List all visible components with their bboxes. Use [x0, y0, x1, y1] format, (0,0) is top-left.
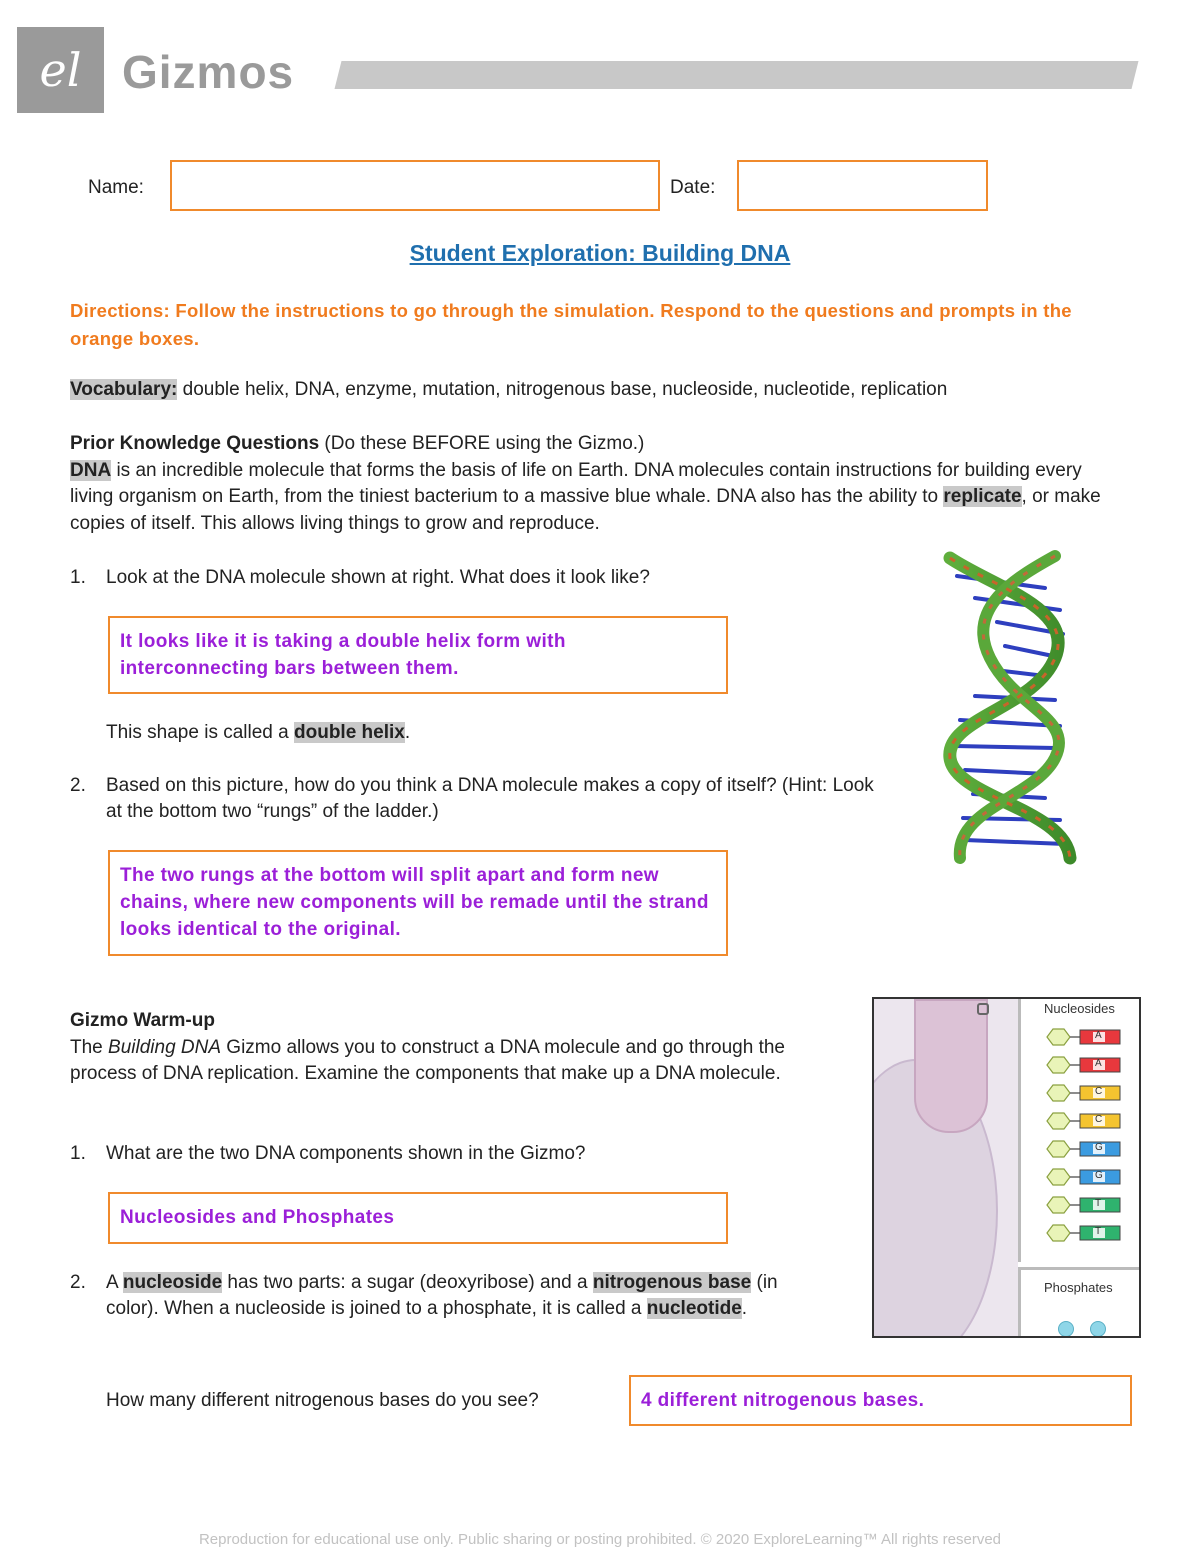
- question-text: Based on this picture, how do you think a DNA molecule makes a copy of itself? (Hint: Look at the bottom two “rungs” of the ladder.): [106, 775, 874, 822]
- nucleoside-item[interactable]: [1044, 1083, 1124, 1103]
- bases-question: How many different nitrogenous bases do you see?: [106, 1390, 539, 1411]
- nucleoside-item[interactable]: [1044, 1223, 1124, 1243]
- answer-box-2[interactable]: The two rungs at the bottom will split apart and form new chains, where new components will be remade until the strand looks identical to the original.: [108, 850, 728, 956]
- phosphate-icon[interactable]: [1090, 1321, 1106, 1337]
- dna-term: DNA: [70, 459, 112, 481]
- nucleoside-item[interactable]: [1044, 1167, 1124, 1187]
- directions-text: Directions: Follow the instructions to go through the simulation. Respond to the questions and prompts in the orange boxes.: [70, 300, 1072, 349]
- base-letter: G: [1095, 1170, 1103, 1181]
- nucleoside-item[interactable]: [1044, 1195, 1124, 1215]
- nucleoside-sugar-icon: [1044, 1055, 1124, 1075]
- base-letter: A: [1095, 1030, 1102, 1041]
- warmup-section: [70, 1008, 840, 1088]
- nucleoside-item[interactable]: [1044, 1111, 1124, 1131]
- base-letter: A: [1095, 1058, 1102, 1069]
- question-number: 1.: [70, 1143, 86, 1164]
- nucleosides-label: Nucleosides: [1044, 1001, 1115, 1016]
- prior-heading: Prior Knowledge Questions: [70, 433, 320, 454]
- shape-text: This shape is called a: [106, 722, 294, 743]
- base-letter: T: [1095, 1226, 1102, 1237]
- brand-name: Gizmos: [122, 46, 295, 98]
- warmup-heading: Gizmo Warm-up: [70, 1010, 215, 1031]
- q2-text-c: (in color). When a nucleoside is joined to a phosphate, it is called a: [106, 1272, 778, 1319]
- base-letter: G: [1095, 1142, 1103, 1153]
- warmup-text-post: Gizmo allows you to construct a DNA molecule and go through the process of DNA replication. Examine the components that make up a DNA molecule.: [70, 1036, 785, 1084]
- warmup-question-2: [70, 1270, 830, 1322]
- answer-box-4[interactable]: 4 different nitrogenous bases.: [629, 1375, 1132, 1426]
- q2-text-a: A: [106, 1272, 123, 1293]
- gizmo-screenshot: [872, 997, 1141, 1338]
- name-field[interactable]: [170, 160, 660, 211]
- nucleotide-term: nucleotide: [646, 1298, 742, 1319]
- footer-text: Reproduction for educational use only. Public sharing or posting prohibited. © 2020 ExploreLearning™ All rights reserved: [198, 1531, 1002, 1548]
- prior-paragraph-1: is an incredible molecule that forms the basis of life on Earth. DNA molecules contain instructions for building every living organism on Earth, from the tiniest bacterium to a massive blue whale. DNA also has the ability to: [70, 459, 1082, 507]
- prior-note: (Do these BEFORE using the Gizmo.): [319, 433, 645, 454]
- date-field[interactable]: [737, 160, 988, 211]
- warmup-text-pre: The: [70, 1036, 109, 1058]
- warmup-gizmo-name: Building DNA: [108, 1036, 222, 1058]
- base-letter: T: [1095, 1198, 1102, 1209]
- question-text: What are the two DNA components shown in the Gizmo?: [106, 1143, 586, 1164]
- base-letter: C: [1095, 1114, 1103, 1125]
- q2-text-b: has two parts: a sugar (deoxyribose) and a: [222, 1272, 593, 1293]
- page-title: Student Exploration: Building DNA: [409, 240, 791, 266]
- prior-paragraph-2: , or make copies of itself. This allows living things to grow and reproduce.: [70, 486, 1101, 534]
- nucleus-shape: [914, 999, 988, 1133]
- explorelearning-logo-icon: el: [39, 43, 82, 97]
- dna-double-helix-image: [935, 548, 1085, 873]
- vocabulary-label: Vocabulary:: [70, 379, 178, 400]
- question-1: [70, 565, 870, 591]
- date-label: Date:: [670, 177, 716, 198]
- nucleoside-item[interactable]: [1044, 1139, 1124, 1159]
- nucleoside-sugar-icon: [1044, 1195, 1124, 1215]
- answer-box-3[interactable]: Nucleosides and Phosphates: [108, 1192, 728, 1244]
- replicate-term: replicate: [943, 486, 1022, 507]
- vocabulary-terms: double helix, DNA, enzyme, mutation, nitrogenous base, nucleoside, nucleotide, replication: [182, 379, 948, 400]
- q2-text-d: .: [741, 1298, 748, 1319]
- nucleoside-sugar-icon: [1044, 1167, 1124, 1187]
- double-helix-term: double helix: [294, 722, 405, 743]
- nucleoside-term: nucleoside: [122, 1272, 223, 1293]
- header-bar: [335, 61, 1139, 89]
- name-label: Name:: [88, 177, 144, 198]
- phosphates-panel: [1018, 1267, 1141, 1338]
- nitrogenous-base-term: nitrogenous base: [592, 1272, 752, 1293]
- nucleoside-sugar-icon: [1044, 1111, 1124, 1131]
- nucleoside-item[interactable]: [1044, 1027, 1124, 1047]
- camera-icon[interactable]: [977, 1003, 989, 1015]
- question-text: [70, 1270, 830, 1322]
- phosphate-icon[interactable]: [1058, 1321, 1074, 1337]
- question-2: [70, 773, 890, 825]
- prior-knowledge-section: [70, 431, 1130, 537]
- nucleoside-sugar-icon: [1044, 1223, 1124, 1243]
- base-letter: C: [1095, 1086, 1103, 1097]
- warmup-question-1: [70, 1141, 850, 1167]
- question-text: Look at the DNA molecule shown at right. What does it look like?: [106, 567, 650, 588]
- nucleoside-sugar-icon: [1044, 1139, 1124, 1159]
- nucleoside-sugar-icon: [1044, 1027, 1124, 1047]
- phosphates-label: Phosphates: [1044, 1280, 1113, 1295]
- question-number: 2.: [70, 1272, 86, 1293]
- vocabulary-line: [70, 377, 1140, 404]
- nucleoside-sugar-icon: [1044, 1083, 1124, 1103]
- shape-period: .: [404, 722, 411, 743]
- question-number: 2.: [70, 775, 86, 796]
- question-number: 1.: [70, 567, 86, 588]
- shape-line: [106, 720, 410, 746]
- nucleoside-item[interactable]: [1044, 1055, 1124, 1075]
- answer-box-1[interactable]: It looks like it is taking a double helix form with interconnecting bars between them.: [108, 616, 728, 694]
